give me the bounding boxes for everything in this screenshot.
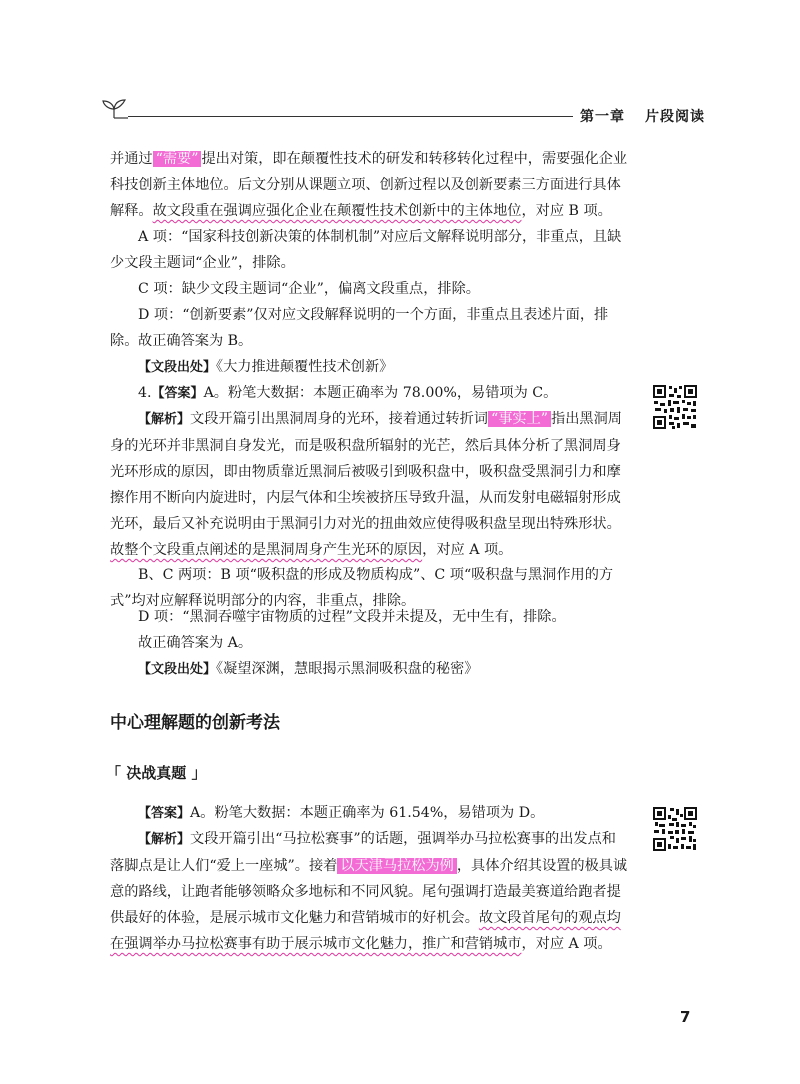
running-header: [580, 106, 705, 126]
correct-answer-line: 故正确答案为 A。: [138, 635, 253, 651]
analysis-paragraph: 【解析】文段开篇引出黑洞周身的光环，接着通过转折词 “事实上” 指出黑洞周身的光环并非黑洞自身发光，而是吸积盘所辐射的光芒，然后具体分析了黑洞周身光环形成的原因，即由物质靠近黑洞后被吸引到吸积盘中，吸积盘受黑洞引力和摩擦作用不断向内旋进时，内层气体和尘埃被挤压导致升温，从而发射电磁辐射形成光环，最后又补充说明由于黑洞引力对光的扭曲效应使得吸积盘呈现出特殊形状。故整个文段重点阐述的是黑洞周身产生光环的原因，对应 A 项。: [110, 411, 622, 558]
analysis-paragraph: 【解析】文段开篇引出“马拉松赛事”的话题，强调举办马拉松赛事的出发点和落脚点是让人们“爱上一座城”。接着 以天津马拉松为例 ，具体介绍其设置的极具诚意的路线，让跑者能够领略众多地标和不同风貌。尾句强调打造最美赛道给跑者提供最好的体验，是展示城市文化魅力和营销城市的好机会。故文段首尾句的观点均在强调举办马拉松赛事有助于展示城市文化魅力，推广和营销城市，对应 A 项。: [110, 831, 628, 952]
key-sentence-underline: 故文段首尾句的观点均在强调举办马拉松赛事有助于展示城市文化魅力，推广和营销城市: [110, 910, 621, 952]
answer-line: 4.【答案】A。粉笔大数据：本题正确率为 78.00%，易错项为 C。: [138, 385, 558, 401]
source-line: 【文段出处】《大力推进颠覆性技术创新》: [138, 359, 394, 375]
leaf-sprout-icon: [100, 98, 130, 120]
option-d-analysis: D 项：“黑洞吞噬宇宙物质的过程”文段并未提及，无中生有，排除。: [138, 609, 566, 625]
keyword-highlight: 以天津马拉松为例: [337, 858, 457, 874]
sub-title: 「 决战真题 」: [106, 764, 207, 782]
qr-code-icon[interactable]: [652, 384, 698, 430]
correct-answer-line: 故正确答案为 B。: [138, 333, 253, 349]
option-c-analysis: C 项：缺少文段主题词“企业”，偏离文段重点，排除。: [138, 281, 480, 297]
keyword-highlight: “需要”: [153, 151, 202, 167]
option-a-analysis: A 项：“国家科技创新决策的体制机制”对应后文解释说明部分，非重点，且缺少文段主题词“企业”，排除。: [110, 229, 622, 271]
key-sentence-underline: 故整个文段重点阐述的是黑洞周身产生光环的原因: [110, 542, 423, 558]
page-number: 7: [680, 1008, 691, 1026]
source-line: 【文段出处】《凝望深渊，慧眼揭示黑洞吸积盘的秘密》: [138, 661, 479, 677]
header-rule: [128, 116, 573, 117]
option-bc-analysis: B、C 两项：B 项“吸积盘的形成及物质构成”、C 项“吸积盘与黑洞作用的方式”均对应解释说明部分的内容，非重点，排除。: [110, 567, 614, 609]
paragraph-continuation: 并通过 “需要” 提出对策，即在颠覆性技术的研发和转移转化过程中，需要强化企业科技创新主体地位。后文分别从课题立项、创新过程以及创新要素三方面进行具体解释。故文段重在强调应强化企业在颠覆性技术创新中的主体地位，对应 B 项。: [110, 151, 628, 219]
key-sentence-underline: 故文段重在强调应强化企业在颠覆性技术创新中的主体地位: [152, 203, 522, 219]
answer-line: 【答案】A。粉笔大数据：本题正确率为 61.54%，易错项为 D。: [138, 805, 545, 821]
chapter-label: 第一章: [580, 109, 625, 125]
qr-code-icon[interactable]: [652, 806, 698, 852]
option-d-analysis: D 项：“创新要素”仅对应文段解释说明的一个方面，非重点且表述片面，排除。: [110, 307, 609, 349]
section-label: 片段阅读: [645, 109, 705, 125]
section-title: 中心理解题的创新考法: [110, 713, 280, 733]
keyword-highlight: “事实上”: [488, 411, 551, 427]
